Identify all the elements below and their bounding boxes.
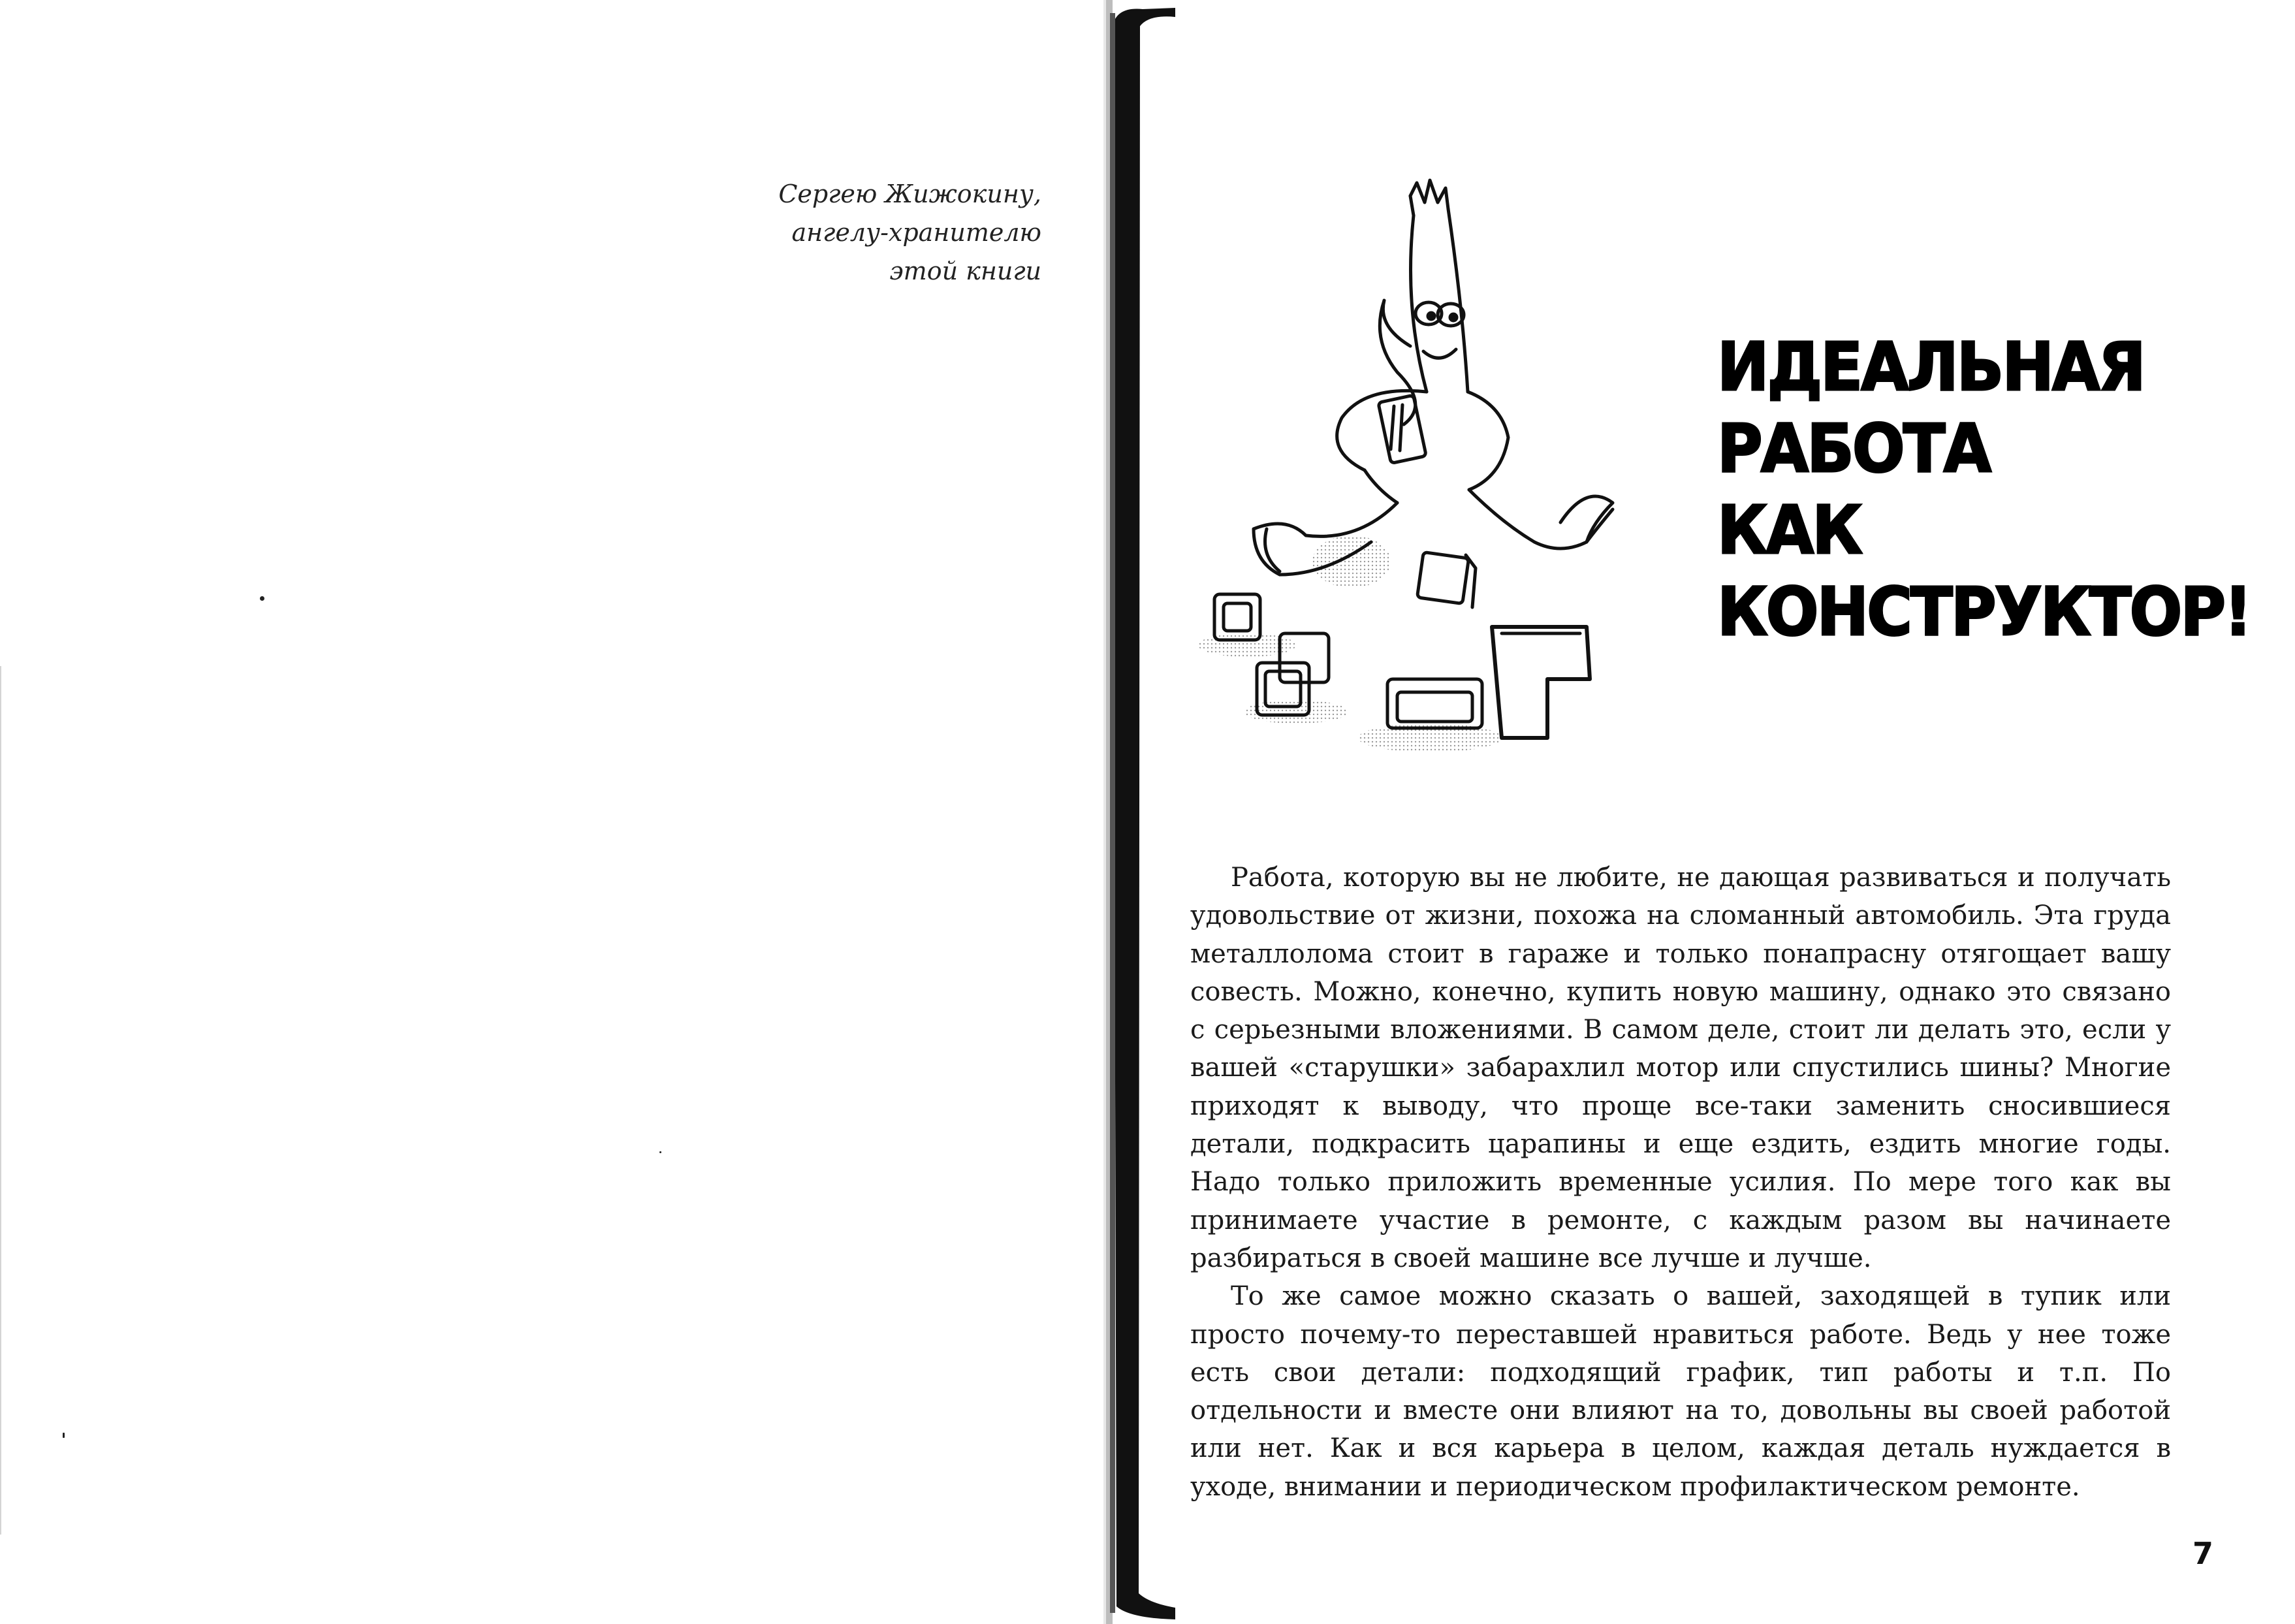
left-page [0, 0, 1110, 1624]
scan-speck [260, 596, 264, 601]
chapter-title-line: КОНСТРУКТОР! [1717, 573, 2251, 651]
scan-speck [63, 1433, 65, 1438]
dedication-line: ангелу-хранителю [791, 218, 1041, 247]
chapter-title-line: КАК [1717, 492, 1861, 569]
dedication-line: Сергею Жижокину, [778, 180, 1041, 208]
right-page [1133, 0, 2295, 1624]
page-edge-shadow [0, 666, 1, 1535]
cartoon-illustration [1195, 176, 1711, 777]
chapter-title [1717, 326, 2290, 653]
pencil-character-icon [1195, 176, 1711, 777]
scan-speck [659, 1151, 661, 1153]
chapter-title-line: РАБОТА [1717, 410, 1990, 488]
body-text [1190, 859, 2171, 1506]
chapter-title-line: ИДЕАЛЬНАЯ [1717, 328, 2144, 406]
paragraph: То же самое можно сказать о вашей, заходящей в тупик или просто почему-то переставшей нравиться работе. Ведь у нее тоже есть свои детали: подходящий график, тип работы и т.п. По отдельности и вместе они влияют на то, довольны вы своей работой или нет. Как и вся карьера в целом, каждая деталь нуждается в уходе, внимании и периодическом профилактическом ремонте. [1190, 1281, 2171, 1502]
dedication-line: этой книги [889, 257, 1041, 285]
page-number: 7 [2192, 1536, 2213, 1571]
dedication [584, 175, 1041, 291]
paragraph: Работа, которую вы не любите, не дающая развиваться и получать удовольствие от жизни, похожа на сломанный автомобиль. Эта груда металлолома стоит в гараже и только понапрасну отягощает вашу совесть. Можно, конечно, купить новую машину, однако это связано с серьезными вложениями. В самом деле, стоит ли делать это, если у вашей «старушки» забарахлил мотор или спустились шины? Многие приходят к выводу, что проще все-таки заменить сносившиеся детали, подкрасить царапины и еще ездить, ездить многие годы. Надо только приложить временные усилия. По мере того как вы принимаете участие в ремонте, с каждым разом вы начинаете разбираться в своей машине все лучше и лучше. [1190, 863, 2171, 1273]
